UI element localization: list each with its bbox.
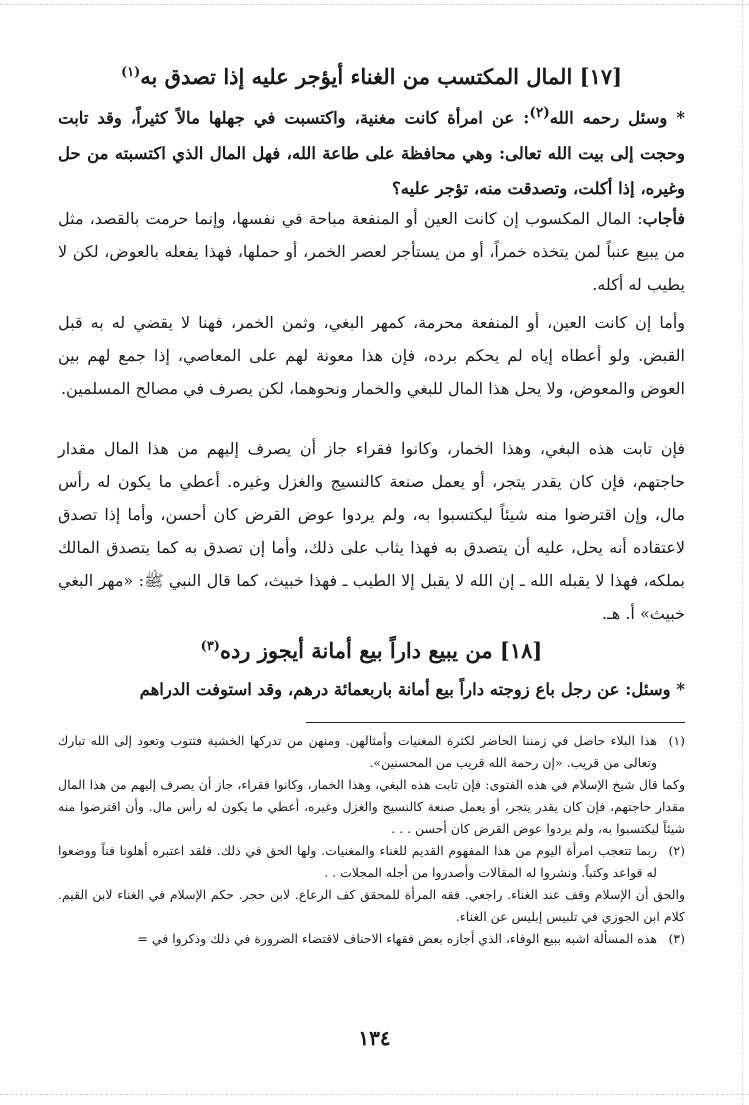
answer-paragraph-1 bbox=[58, 202, 685, 301]
scan-edge-top bbox=[0, 4, 749, 5]
footnote-3-number: (٣) bbox=[668, 931, 685, 946]
section-17-title-ref: (١) bbox=[120, 65, 141, 80]
footnote-2-text: ربما تتعجب امرأة اليوم من هذا المفهوم القديم للغناء والمغنيات. ولها الحق في ذلك. فلقد اعتبره أهلونا فناً ووضعوا له قواعد وكتباً. ونشروا له المقالات وأصدروا من أجله المجلات . . bbox=[58, 843, 657, 880]
question-lead: * وسئل رحمه الله bbox=[549, 108, 685, 128]
footnote-2-number: (٢) bbox=[668, 843, 685, 858]
footnote-3-text: هذه المسألة اشبه ببيع الوفاء، الذي أجازه بعض فقهاء الاحناف لاقتضاء الضرورة في ذلك وذكروا في = bbox=[137, 931, 657, 946]
answer-paragraph-3: فإن تابت هذه البغي، وهذا الخمار، وكانوا فقراء جاز أن يصرف إليهم من هذا المال مقدار حاجتهم، فإن كان يقدر يتجر، أو يعمل صنعة كالنسيج والغزل وغيره. أعطي ما يكون له رأس مال، وإن اقترضوا منه شيئاً ليكتسبوا به، ولم يردوا عوض القرض كان أحسن، وأما إذا تصدق لاعتقاده أنه يحل، عليه أن يتصدق به فهذا يثاب على ذلك، وأما إن تصدق به كما يتصدق المالك بملكه، فهذا لا يقبله الله ـ إن الله لا يقبل إلا الطيب ـ فهذا خبيث، كما قال النبي ﷺ: «مهر البغي خبيث» أ. هـ. bbox=[58, 439, 686, 623]
question-ref: (٢) bbox=[529, 105, 550, 121]
footnote-1-number: (١) bbox=[668, 733, 685, 748]
answer-label: فأجاب bbox=[642, 209, 685, 228]
answer-p1-text: : المال المكسوب إن كانت العين أو المنفعة مباحة في نفسها، وإنما حرمت بالقصد، مثل من يبيع عنباً لمن يتخذه خمراً، أو من يستأجر لعصر الخمر، أو حملها، فهذا يفعله بالعوض، لكن لا يطيب له أكله. bbox=[58, 209, 685, 294]
scan-edge-right bbox=[742, 0, 743, 1105]
footnote-1-continuation: وكما قال شيخ الإسلام في هذه الفتوى: فإن تابت هذه البغي، وهذا الخمار، وكانوا فقراء، جاز أن يصرف إليهم من هذا المال مقدار حاجتهم، فإن كان يقدر يتجر، أو يعمل صنعة كالنسيج والغزل وغيره، أعطي ما يكون له رأس مال. وأن اقترضوا منه شيئاً ليكتسبوا به، ولم يردوا عوض القرض كان أحسن . . . bbox=[58, 777, 685, 836]
footnote-1-text: هذا البلاء حاصل في زمننا الحاضر لكثرة المغنيات وأمثالهن. ومنهن من تدركها الخشية فتتوب وتعود إلى الله تبارك وتعالى من قريب. «إن رحمة الله قريب من المحسنين». bbox=[58, 733, 657, 770]
footnote-2 bbox=[58, 840, 685, 884]
page-number: ١٣٤ bbox=[358, 1026, 391, 1050]
footnote-divider bbox=[306, 722, 685, 723]
section-17-title bbox=[58, 58, 685, 92]
scan-edge-bottom bbox=[0, 1094, 749, 1095]
section-18-question: * وسئل: عن رجل باع زوجته داراً بيع أمانة باربعمائة درهم، وقد استوفت الدراهم bbox=[139, 680, 685, 699]
footnote-2-continuation: والحق أن الإسلام وقف عند الغناء. راجعي. فقه المرأة للمحقق كف الرعاع. لابن حجر. حكم الإسلام في الغناء لابن القيم. كلام ابن الجوزي في تلبيس إبليس عن الغناء. bbox=[58, 887, 685, 924]
section-18-title bbox=[58, 632, 685, 666]
section-17-title-text: [١٧] المال المكتسب من الغناء أيؤجر عليه إذا تصدق به bbox=[140, 64, 623, 89]
footnote-1 bbox=[58, 730, 685, 774]
section-18-title-ref: (٣) bbox=[200, 639, 220, 654]
section-18-title-text: [١٨] من يبيع داراً بيع أمانة أيجوز رده bbox=[219, 638, 543, 663]
footnote-3 bbox=[58, 928, 685, 950]
section-17-question bbox=[58, 96, 685, 206]
footnotes bbox=[58, 730, 685, 950]
answer-paragraph-2: وأما إن كانت العين، أو المنفعة محرمة، كمهر البغي، وثمن الخمر، فهنا لا يقضي له به قبل القبض. ولو أعطاه إياه لم يحكم برده، فإن هذا معونة لهم على المعاصي، إذا جمع لهم بين العوض والمعوض، ولا يحل هذا المال للبغي والخمار ونحوهما، لكن يصرف في مصالح المسلمين. bbox=[58, 313, 685, 398]
question-body: : عن امرأة كانت مغنية، واكتسبت في جهلها مالاً كثيراً، وقد تابت وحجت إلى بيت الله تعالى: وهي محافظة على طاعة الله، فهل المال الذي اكتسبته من حل وغيره، إذا أكلت، وتصدقت منه، تؤجر عليه؟ bbox=[58, 108, 685, 198]
